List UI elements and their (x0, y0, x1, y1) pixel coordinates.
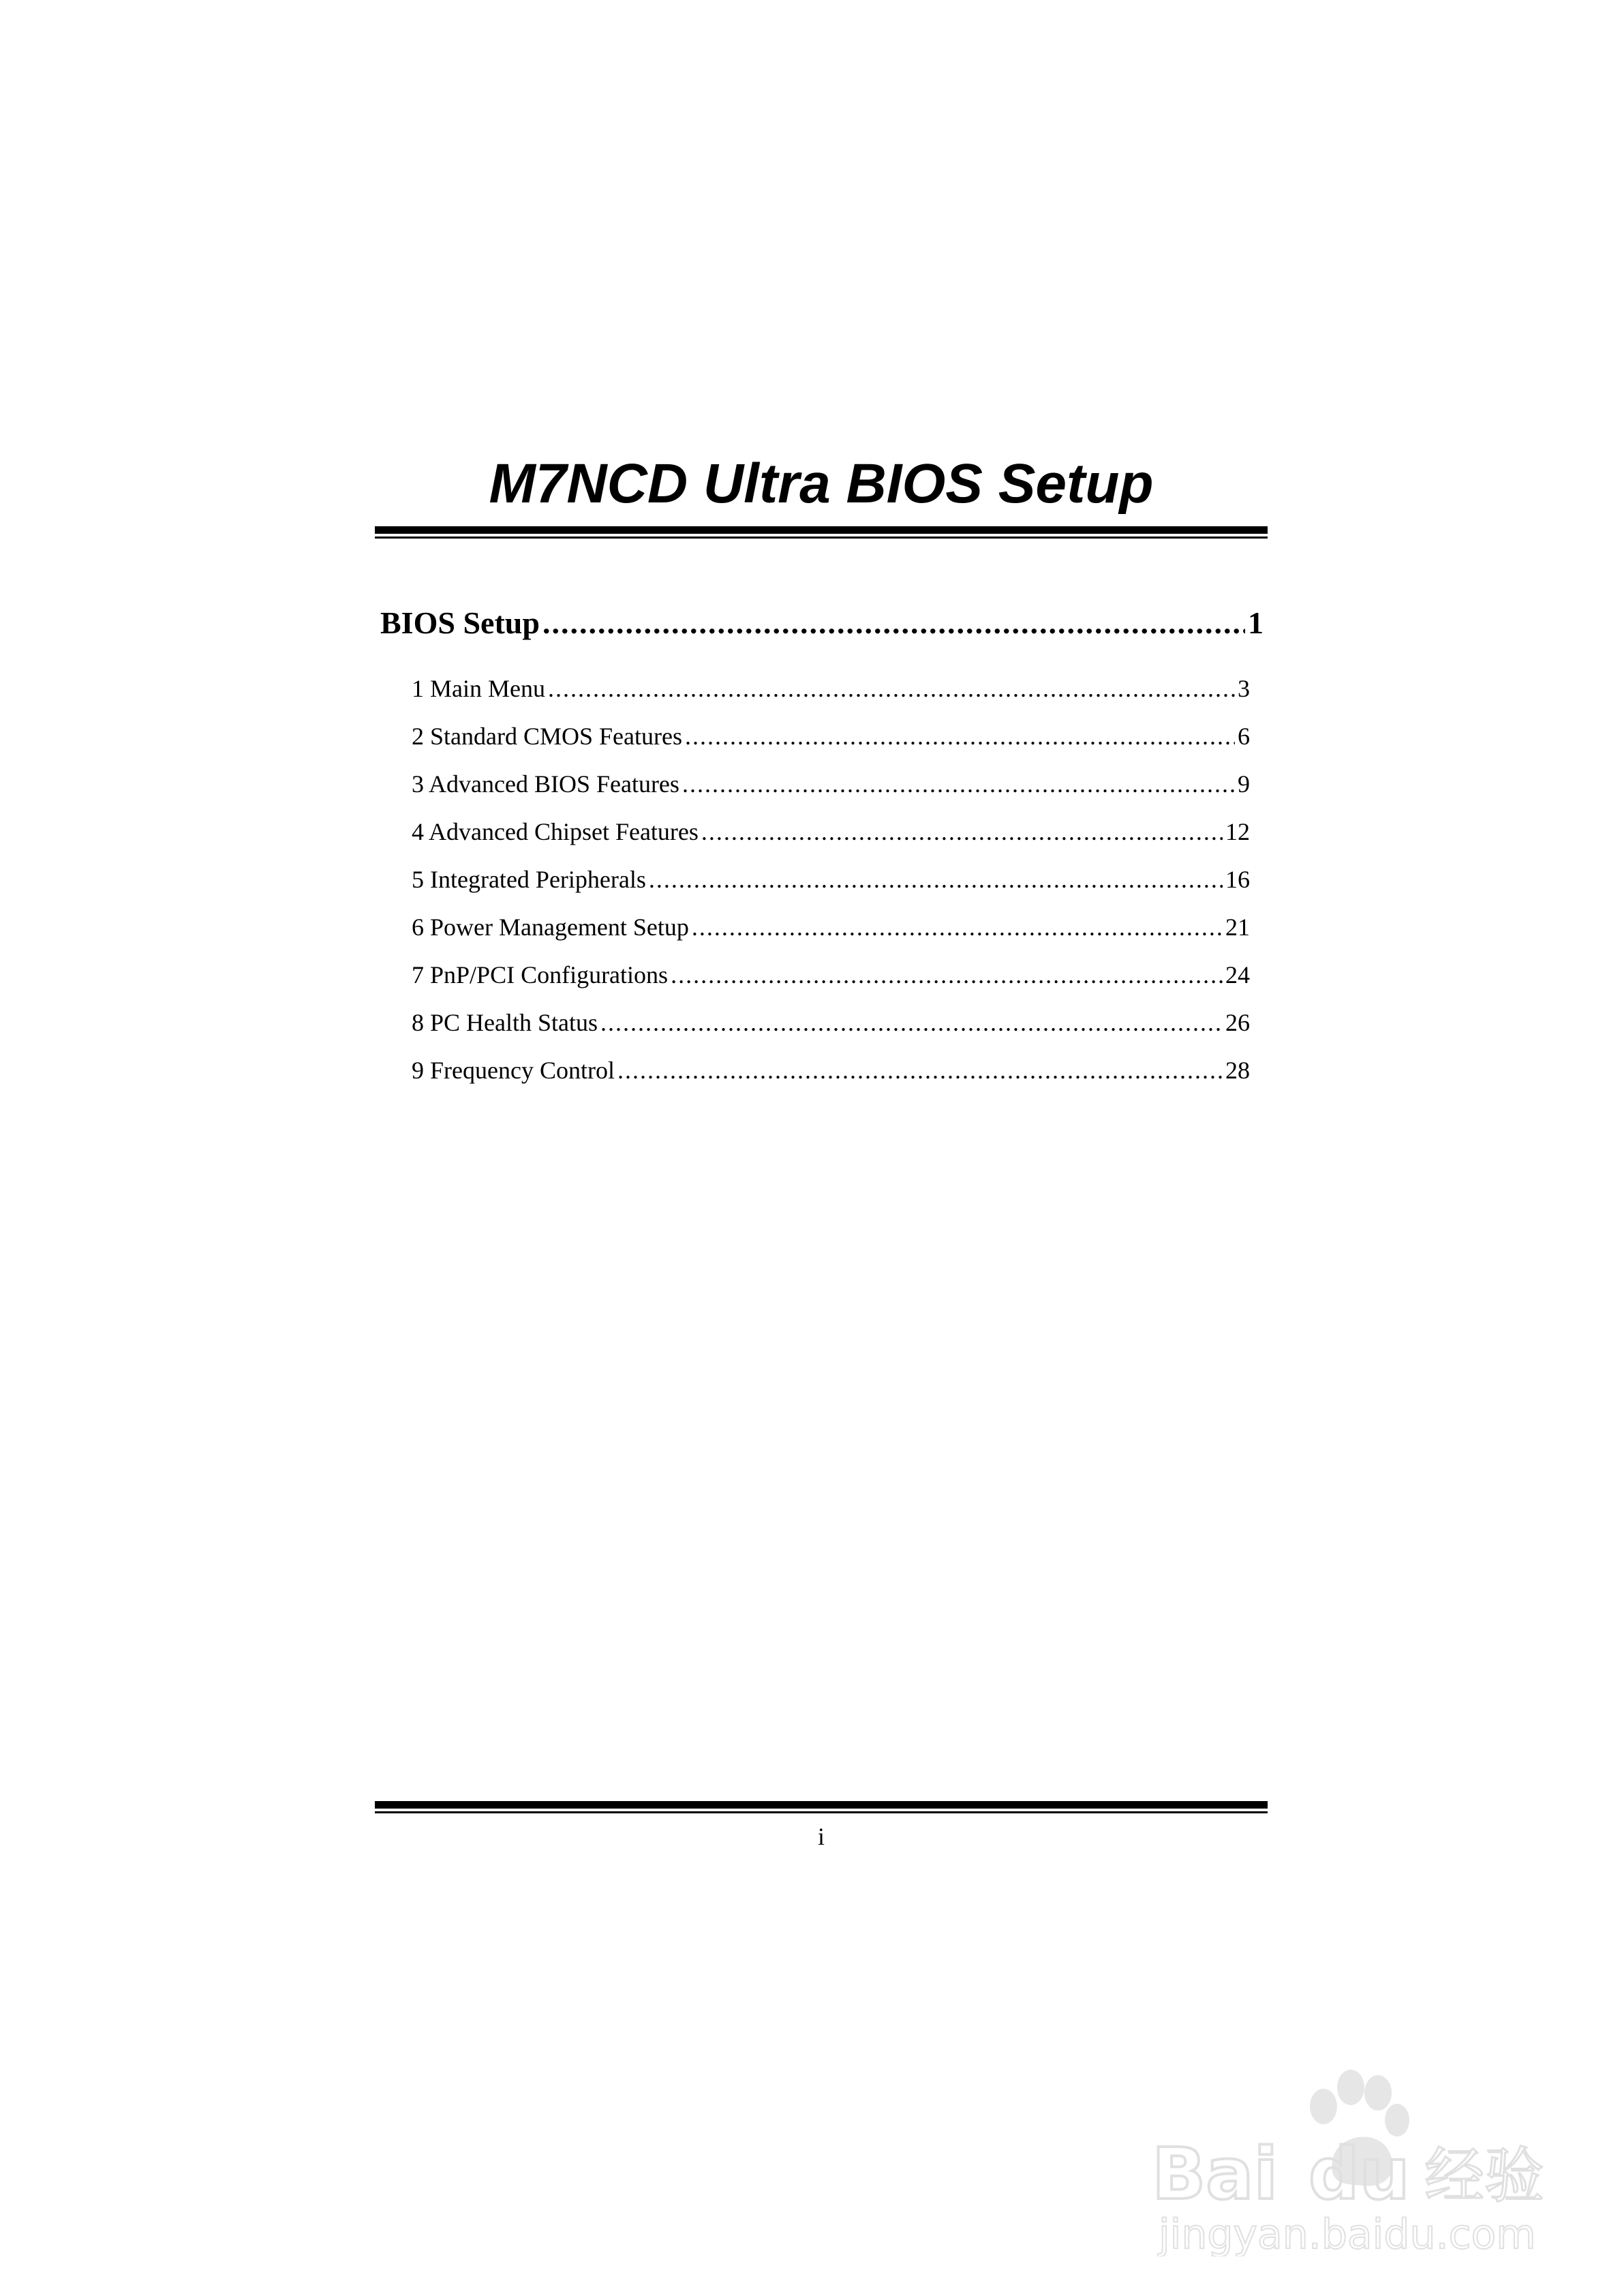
toc-leader (617, 1055, 1223, 1085)
footer-rule-thick (375, 1801, 1268, 1809)
header-rule-thin (375, 537, 1268, 539)
toc-entry-label: 9 Frequency Control (412, 1057, 615, 1084)
toc-leader (671, 960, 1223, 990)
baidu-logo (1145, 2052, 1554, 2256)
toc-leader (682, 769, 1235, 799)
toc-entry-label: 5 Integrated Peripherals (412, 866, 646, 893)
page-number: i (817, 1823, 825, 1850)
toc-entry-label: 3 Advanced BIOS Features (412, 770, 679, 798)
footer-rule-thin (375, 1811, 1268, 1813)
toc-leader (692, 912, 1223, 942)
svg-text:经验: 经验 (1424, 2141, 1545, 2211)
toc-entry (412, 912, 1250, 942)
toc-entry-label: 6 Power Management Setup (412, 913, 689, 941)
toc-entry-page: 9 (1238, 770, 1250, 798)
toc-entry (412, 960, 1250, 990)
toc-entry-page: 26 (1225, 1009, 1250, 1036)
toc-main-entry (380, 604, 1264, 642)
toc-main-page: 1 (1248, 605, 1264, 640)
toc-entry (412, 1008, 1250, 1038)
header-rule-thick (375, 526, 1268, 534)
toc-leader (548, 674, 1235, 704)
toc-entry-label: 1 Main Menu (412, 675, 545, 702)
svg-text:du: du (1309, 2132, 1410, 2216)
toc-entry (412, 721, 1250, 751)
toc-entry-page: 16 (1225, 866, 1250, 893)
toc-main-label: BIOS Setup (380, 605, 540, 640)
toc-leader (685, 721, 1235, 751)
svg-text:jingyan.baidu.com: jingyan.baidu.com (1159, 2211, 1536, 2256)
baidu-watermark (1145, 2052, 1554, 2256)
toc-entry (412, 864, 1250, 894)
toc-entry-page: 21 (1225, 913, 1250, 941)
toc-leader (600, 1008, 1223, 1038)
toc-entry-label: 8 PC Health Status (412, 1009, 598, 1036)
toc-leader (649, 864, 1223, 894)
toc-entry-page: 6 (1238, 723, 1250, 750)
toc-entry (412, 769, 1250, 799)
toc-entry-page: 24 (1225, 961, 1250, 988)
toc-entry (412, 817, 1250, 847)
toc-entry-label: 2 Standard CMOS Features (412, 723, 682, 750)
svg-text:Bai: Bai (1152, 2132, 1279, 2216)
toc-entry-page: 12 (1225, 818, 1250, 845)
toc-entry-page: 28 (1225, 1057, 1250, 1084)
toc-entry-page: 3 (1238, 675, 1250, 702)
toc-leader (542, 604, 1245, 642)
toc-entry-label: 4 Advanced Chipset Features (412, 818, 699, 845)
page-title: M7NCD Ultra BIOS Setup (489, 453, 1154, 515)
toc-entry-label: 7 PnP/PCI Configurations (412, 961, 669, 988)
toc-entry (412, 1055, 1250, 1085)
toc-leader (701, 817, 1223, 847)
toc-entry (412, 674, 1250, 704)
